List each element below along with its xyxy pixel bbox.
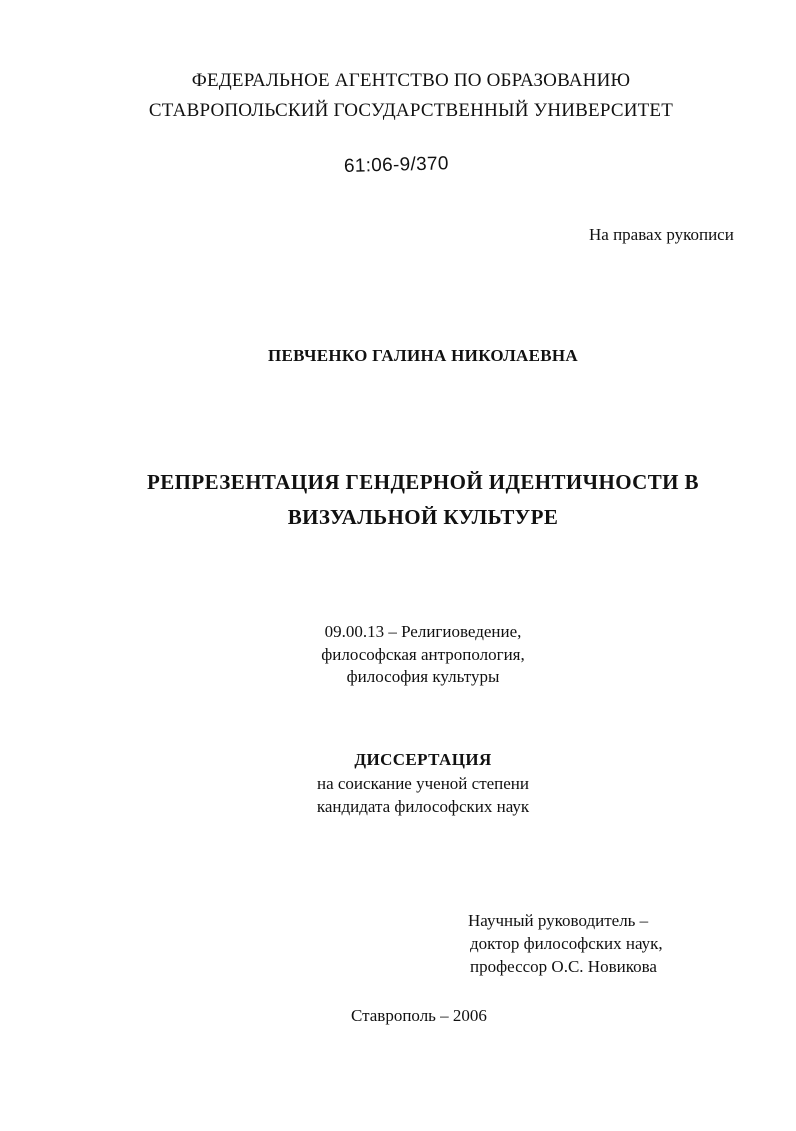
university-name: СТАВРОПОЛЬСКИЙ ГОСУДАРСТВЕННЫЙ УНИВЕРСИТЕТ [148, 100, 674, 121]
advisor-line-1: Научный руководитель – [468, 911, 649, 930]
degree-line-2: кандидата философских наук [316, 797, 530, 816]
place-and-year: Ставрополь – 2006 [351, 1006, 487, 1025]
manuscript-note: На правах рукописи [589, 225, 734, 244]
specialty-line-3: философия культуры [346, 667, 500, 686]
advisor-line-2: доктор философских наук, [470, 934, 663, 953]
dissertation-label: ДИССЕРТАЦИЯ [354, 750, 492, 769]
advisor-line-3: профессор О.С. Новикова [470, 957, 657, 976]
author-name: ПЕВЧЕНКО ГАЛИНА НИКОЛАЕВНА [268, 346, 578, 365]
specialty-line-1: 09.00.13 – Религиоведение, [324, 622, 522, 641]
catalog-number-stamp: 61:06-9/370 [343, 153, 449, 177]
dissertation-title-line-1: РЕПРЕЗЕНТАЦИЯ ГЕНДЕРНОЙ ИДЕНТИЧНОСТИ В [147, 470, 699, 494]
degree-line-1: на соискание ученой степени [316, 774, 530, 793]
agency-name: ФЕДЕРАЛЬНОЕ АГЕНТСТВО ПО ОБРАЗОВАНИЮ [191, 70, 631, 91]
dissertation-title-line-2: ВИЗУАЛЬНОЙ КУЛЬТУРЕ [287, 505, 559, 529]
specialty-line-2: философская антропология, [321, 645, 525, 664]
